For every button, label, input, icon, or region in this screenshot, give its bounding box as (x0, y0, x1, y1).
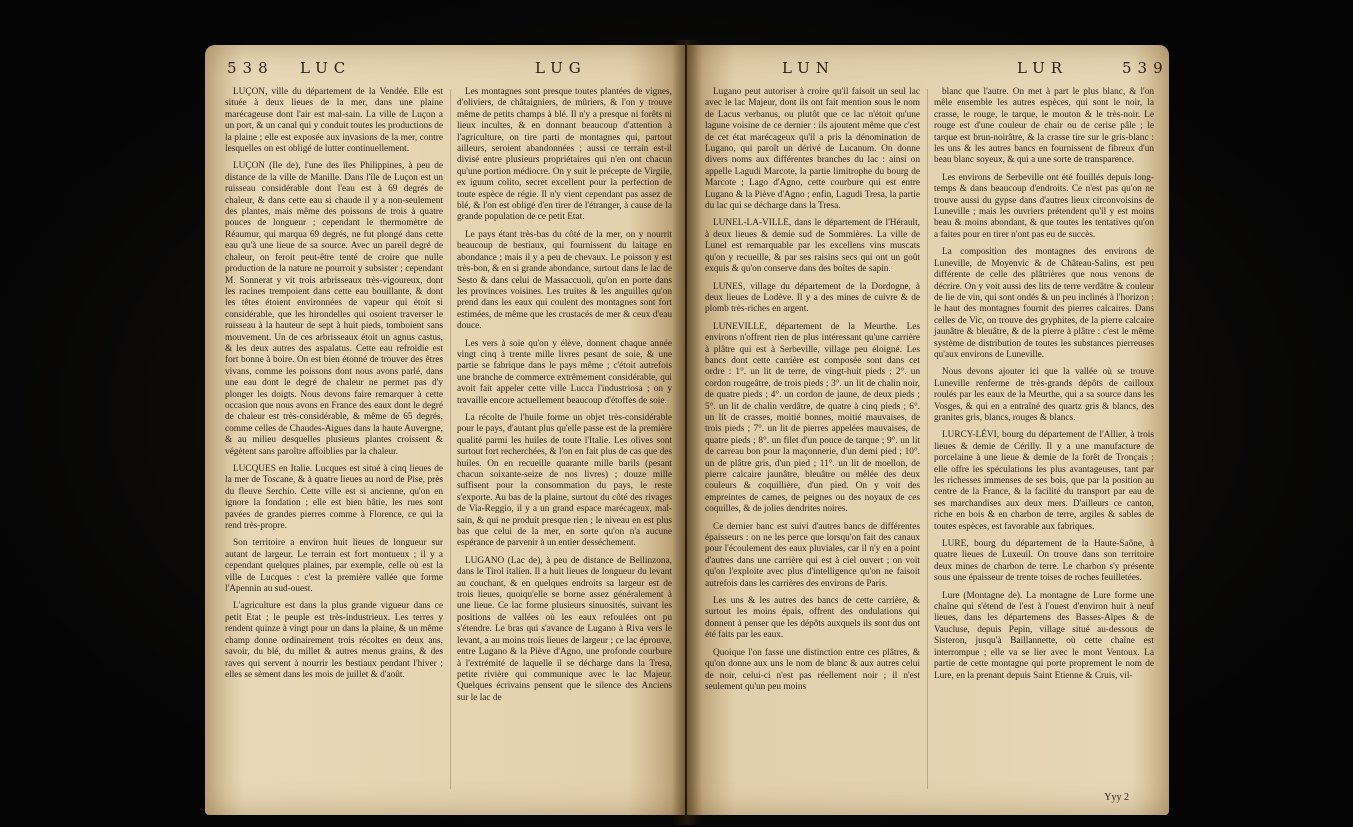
left-col2-paragraph: LUGANO (Lac de), à peu de distance de Bellinzona, dans le Tirol italien. Il a huit lieues de longueur du levant au couchant, & en quelques endroits sa largeur est de trois lieues, quoiqu'elle se borne assez généralement à une lieue. Ce lac forme plusieurs sinuosités, suivant les positions de vallées où les eaux refoulées ont pu s'étendre. Le bras qui s'avance de Lugano à Riva vers le levant, a au moins trois lieues de largeur ; ce lac éprouve, entre Lugano & la Piève d'Agno, une profonde courbure à l'extrémité de laquelle il se décharge dans la Tresa, petite rivière qui communique avec le lac Majeur. Quelques écrivains pensent que le silence des Anciens sur le lac de (457, 555, 672, 703)
right-page-number: 539 (1122, 59, 1169, 77)
left-column-2 (457, 87, 672, 710)
left-col2-paragraph: La récolte de l'huile forme un objet très-considérable pour le pays, d'autant plus qu'elle passe est de la première qualité parmi les huiles de toute l'Italie. Les olives sont surtout fort recherchées, & l'on en fait plus de cas que des huiles. On en recueille quarante mille barils (pesant chacun soixante-seize de nos livres) ; douze mille suffisent pour la consommation du pays, le reste s'exporte. Au bas de la plaine, surtout du côté des rivages de Via-Reggio, il y a un grand espace marécageux, mal-sain, & qui ne produit presque rien ; le niveau en est plus bas que celui de la mer, en sorte qu'on n'a aucune espérance de parvenir à un entier desséchement. (457, 412, 672, 549)
left-col1-paragraph: LUÇON (Ile de), l'une des îles Philippines, à peu de distance de la ville de Manille. Dans l'île de Luçon est un ruisseau considérable dont l'eau est à 69 degrés de chaleur, & dans cette eau si chaude il y a non-seulement des plantes, mais même des poissons de trois à quatre pouces de longueur ; cependant le thermomètre de Réaumur, qui marqua 69 degrés, ne fut plongé dans cette eau qu'à une lieue de sa source. Avec un pareil degré de chaleur, on feroit peut-être tenté de croire que nulle production de la nature ne pourroit y subsister ; cependant M. Sonnerat y vit trois arbrisseaux très-vigoureux, dont les racines trempoient dans cette eau bouillante, & dont les têtes étoient environnées de vapeur qui étoit si considérable, que les hirondelles qui osoient traverser le ruisseau à la hauteur de sept à huit pieds, tomboient sans mouvement. Un de ces arbrisseaux étoit un agnus castus, & les deux autres des aspalatus. Cette eau refroidie est fort bonne à boire. On est bien étonné de trouver des êtres vivans, comme les poissons dont nous avons parlé, dans une eau dont le degré de chaleur ne permet pas d'y plonger les doigts. Nous devons faire remarquer à cette occasion que nous avons en France des eaux dont le degré de chaleur est très-considérable, & même de 65 degrés, comme celles de Chaudes-Aigues dans la haute Auvergne, & au milieu desquelles plusieurs plantes croissent & végètent sans paroître affoiblies par la chaleur. (225, 161, 443, 457)
left-page-number: 538 (227, 59, 274, 77)
right-col1-paragraph: LUNES, village du département de la Dordogne, à deux lieues de Lodève. Il y a des mines de cuivre & de plomb très-riches en argent. (705, 281, 920, 315)
left-page (205, 45, 685, 815)
left-col2-paragraph: Le pays étant très-bas du côté de la mer, on y nourrit beaucoup de bestiaux, qui fournissent du laitage en abondance ; mais il y a peu de chevaux. Le poisson y est très-bon, & en si grande abondance, surtout dans le lac de Sesto & dans celui de Massaccuoli, qu'on en porte dans les provinces voisines. Les truites & les anguilles qu'on prend dans les eaux qui coulent des montagnes sont fort estimées, de même que les crustacés de mer & ceux d'eau douce. (457, 229, 672, 332)
left-head-word-2: LUG (535, 59, 587, 77)
right-head-word-1: LUN (782, 59, 835, 77)
right-col1-paragraph: Ce dernier banc est suivi d'autres bancs de différentes épaisseurs : on ne les perce que lorsqu'on fait des canaux pour l'écoulement des eaux pluviales, car il n'y en a point d'autres dans une carrière qui est à ciel ouvert ; on voit qu'on l'exploite avec plus d'intelligence qu'on ne faisoit autrefois dans les carrières des environs de Paris. (705, 521, 920, 589)
right-col1-paragraph: LUNEVILLE, département de la Meurthe. Les environs n'offrent rien de plus intéressant qu'une carrière à plâtre qui est à Serbeville, village peu éloigné. Les bancs dont cette carrière est composée sont dans cet ordre : 1°. un lit de terre, de vingt-huit pieds ; 2°. un cordon rougeâtre, de trois pieds ; 3°. un lit de chalin noir, de quatre pieds ; 4°. un cordon de jaune, de deux pieds ; 5°. un lit de chalin verdâtre, de quatre à cinq pieds ; 6°. un lit de crasses, moitié bonnes, moitié mauvaises, de trois pieds ; 7°. un lit de pierres appelées mauvaises, de quatre pieds ; 8°. un filet d'un pouce de tarque ; 9°. un lit de carreau bon pour la maçonnerie, d'un demi pied ; 10°. un de plâtre gris, d'un pied ; 11°. un lit de moellon, de pierre calcaire jaunâtre, bleuâtre ou mêlée des deux couleurs & coquillière, d'un pied. On y voit des empreintes de cames, de peignes ou des noyaux de ces coquilles, & de jolies dendrites noires. (705, 321, 920, 515)
signature-mark: Yyy 2 (1104, 792, 1129, 803)
right-col2-paragraph: Nous devons ajouter ici que la vallée où se trouve Luneville renferme de très-grands dépôts de cailloux roulés par les eaux de la Meurthe, qui a sa source dans les Vosges, & qui en a entraîné des quartz gris & blancs, des granites gris, blancs, rouges & blancs. (934, 367, 1154, 423)
left-col1-paragraph: L'agriculture est dans la plus grande vigueur dans ce petit Etat ; le peuple est très-industrieux. Les terres y rendent quinze à vingt pour un dans la plaine, & un même champ donne ordinairement trois récoltes en deux ans, savoir, du blé, du millet & autres menus grains, & des raves qui servent à nourrir les bestiaux pendant l'hiver ; elles se sèment dans les mois de juillet & d'août. (225, 601, 443, 680)
left-running-head (205, 59, 685, 83)
right-col1-paragraph: Les uns & les autres des bancs de cette carrière, & surtout les moins épais, offrent des ondulations qui donnent à penser que les dépôts auxquels ils sont dus ont été faits par les eaux. (705, 596, 920, 641)
left-col2-paragraph: Les montagnes sont presque toutes plantées de vignes, d'oliviers, de châtaigniers, de mûriers, & l'on y trouve même de petits champs à blé. Il n'y a presque ni forêts ni lieux incultes, & en donnant beaucoup d'attention à l'agriculture, on tire parti de montagnes qui, partout ailleurs, seroient abandonnées ; aussi ce terrain est-il divisé entre plusieurs propriétaires qui n'en ont chacun qu'une portion médiocre. On y suit le précepte de Virgile, ex iguum colito, secret excellent pour la perfection de toute espèce de régie. Il n'y vient cependant pas assez de blé, & l'on est obligé d'en tirer de l'étranger, à cause de la grande population de ce petit Etat. (457, 87, 672, 223)
right-col2-paragraph: Lure (Montagne de). La montagne de Lure forme une chaîne qui s'étend de l'est à l'ouest d'environ huit à neuf lieues, dans les départemens des Basses-Alpes & de Vaucluse, depuis Pepin, village situé au-dessous de Sisteron, jusqu'à Baillannette, où cette chaîne est interrompue ; elle va se lier avec le mont Ventoux. La partie de cette montagne qui porte proprement le nom de Lure, en la prenant depuis Saint Etienne & Cruis, vil- (934, 590, 1154, 681)
book-gutter (672, 40, 702, 825)
right-col1-paragraph: Quoique l'on fasse une distinction entre ces plâtres, & qu'on donne aux uns le nom de blanc & aux autres celui de noir, celui-ci n'est pas réellement noir ; il n'est seulement qu'un peu moins (705, 647, 920, 692)
left-column-1 (225, 87, 443, 687)
left-col1-paragraph: LUCQUES en Italie. Lucques est situé à cinq lieues de la mer de Toscane, & à quatre lieues au nord de Pise, près du fleuve Serchio. Cette ville est si ancienne, qu'on en ignore la fondation ; elle est bien bâtie, les rues sont pavées de grandes pierres comme à Florence, ce qui la rend très-propre. (225, 464, 443, 532)
right-col1-paragraph: LUNEL-LA-VILLE, dans le département de l'Hérault, à deux lieues & demie sud de Sommières. La ville de Lunel est remarquable par les excellens vins muscats qu'on y recueille, & par ses raisins secs qui ont un goût exquis & qu'on conserve dans des boîtes de sapin. (705, 218, 920, 275)
left-col1-paragraph: LUÇON, ville du département de la Vendée. Elle est située à deux lieues de la mer, dans une plaine marécageuse dont l'air est mal-sain. La ville de Luçon a un port, & un canal qui y conduit toutes les productions de la plaine ; elle est exposée aux invasions de la mer, contre lesquelles on est obligé de lutter continuellement. (225, 87, 443, 155)
left-col1-paragraph: Son territoire a environ huit lieues de longueur sur autant de largeur. Le terrain est fort montueux ; il y a cependant quelques plaines, par exemple, celle où est la ville de Lucques : c'est la première vallée que forme l'Apennin au sud-ouest. (225, 538, 443, 595)
right-col2-paragraph: Les environs de Serbeville ont été fouillés depuis long-temps & dans beaucoup d'endroits. Ce n'est pas qu'on ne trouve aussi du gypse dans d'autres lieux circonvoisins de Luneville ; mais les ouvriers prétendent qu'il y est moins beau & moins abondant, & que toutes les tentatives qu'on a faites pour en tirer n'ont pas eu de succès. (934, 172, 1154, 240)
right-column-rule (927, 89, 928, 789)
left-col2-paragraph: Les vers à soie qu'on y élève, donnent chaque année vingt cinq à trente mille livres pesant de soie, & une partie se fabrique dans le pays même ; c'étoit autrefois une branche de commerce extrêmement considérable, qui avoit fait appeler cette ville Lucca l'industriosa ; on y travaille encore actuellement beaucoup d'étoffes de soie. (457, 338, 672, 406)
left-column-rule (450, 89, 451, 789)
right-col2-paragraph: blanc que l'autre. On met à part le plus blanc, & l'on mêle ensemble les autres espèces, qui sont le noir, la crasse, le rouge, le tarque, le mouton & le très-noir. Le rouge est d'une couleur de chair ou de cerise pâle ; le tarque est brun-noirâtre, & la crasse tire sur le gris-blanc : les uns & les autres bancs en fournissent de fibreux d'un beau blanc soyeux, & qui a une sorte de transparence. (934, 87, 1154, 166)
right-column-2 (934, 87, 1154, 688)
right-page (687, 45, 1169, 815)
right-column-1 (705, 87, 920, 699)
right-col2-paragraph: LURCY-LÉVI, bourg du département de l'Allier, à trois lieues & demie de Cérilly. Il y a une manufacture de porcelaine à une lieue & demie de la forêt de Tronçais ; elle offre les spéculations les plus avantageuses, tant par les richesses immenses de ses bois, que par la position au centre de la France, & la facilité du transport par eau de ses marchandises aux deux mers. D'ailleurs ce canton, riche en bois & en charbon de terre, argiles & sables de toutes espèces, est favorable aux fabriques. (934, 430, 1154, 532)
left-head-word-1: LUC (300, 59, 352, 77)
right-col1-paragraph: Lugano peut autoriser à croire qu'il faisoit un seul lac avec le lac Majeur, dont ils ont fait mention sous le nom de Lacus verbanus, ou plutôt que ce lac n'étoit qu'une lagune voisine de ce dernier : ils ajoutent même que c'est de cet état marécageux qu'il a pris la dénomination de Lugano, qui paroît un dérivé de Lucanum. On donne divers noms aux différentes branches du lac : ainsi on appelle Lagudi Marcote, la partie limitrophe du bourg de Marcote ; Lago d'Agno, cette courbure qui est entre Lugano & la Piève d'Agno ; enfin, Lagudi Tresa, la partie du lac qui se décharge dans la Tresa. (705, 87, 920, 212)
right-running-head (687, 59, 1169, 83)
right-col2-paragraph: La composition des montagnes des environs de Luneville, de Moyenvic & de Château-Salins, est peu différente de celle des plâtrières que nous venons de décrire. On y voit aussi des lits de terre verdâtre & couleur de lie de vin, qui sont ondés & un peu inclinés à l'horizon ; le haut des montagnes fournit des pierres calcaires. Dans celles de Vic, on trouve des gryphites, de la pierre calcaire jaunâtre & bleuâtre, & de la pierre à plâtre : c'est le même système de distribution de toutes les substances pierreuses qu'aux environs de Luneville. (934, 247, 1154, 360)
right-col2-paragraph: LURE, bourg du département de la Haute-Saône, à quatre lieues de Luxeuil. On trouve dans son territoire deux mines de charbon de terre. Le charbon s'y présente sous une épaisseur de trente toises de roches feuilletées. (934, 539, 1154, 584)
right-head-word-2: LUR (1017, 59, 1069, 77)
